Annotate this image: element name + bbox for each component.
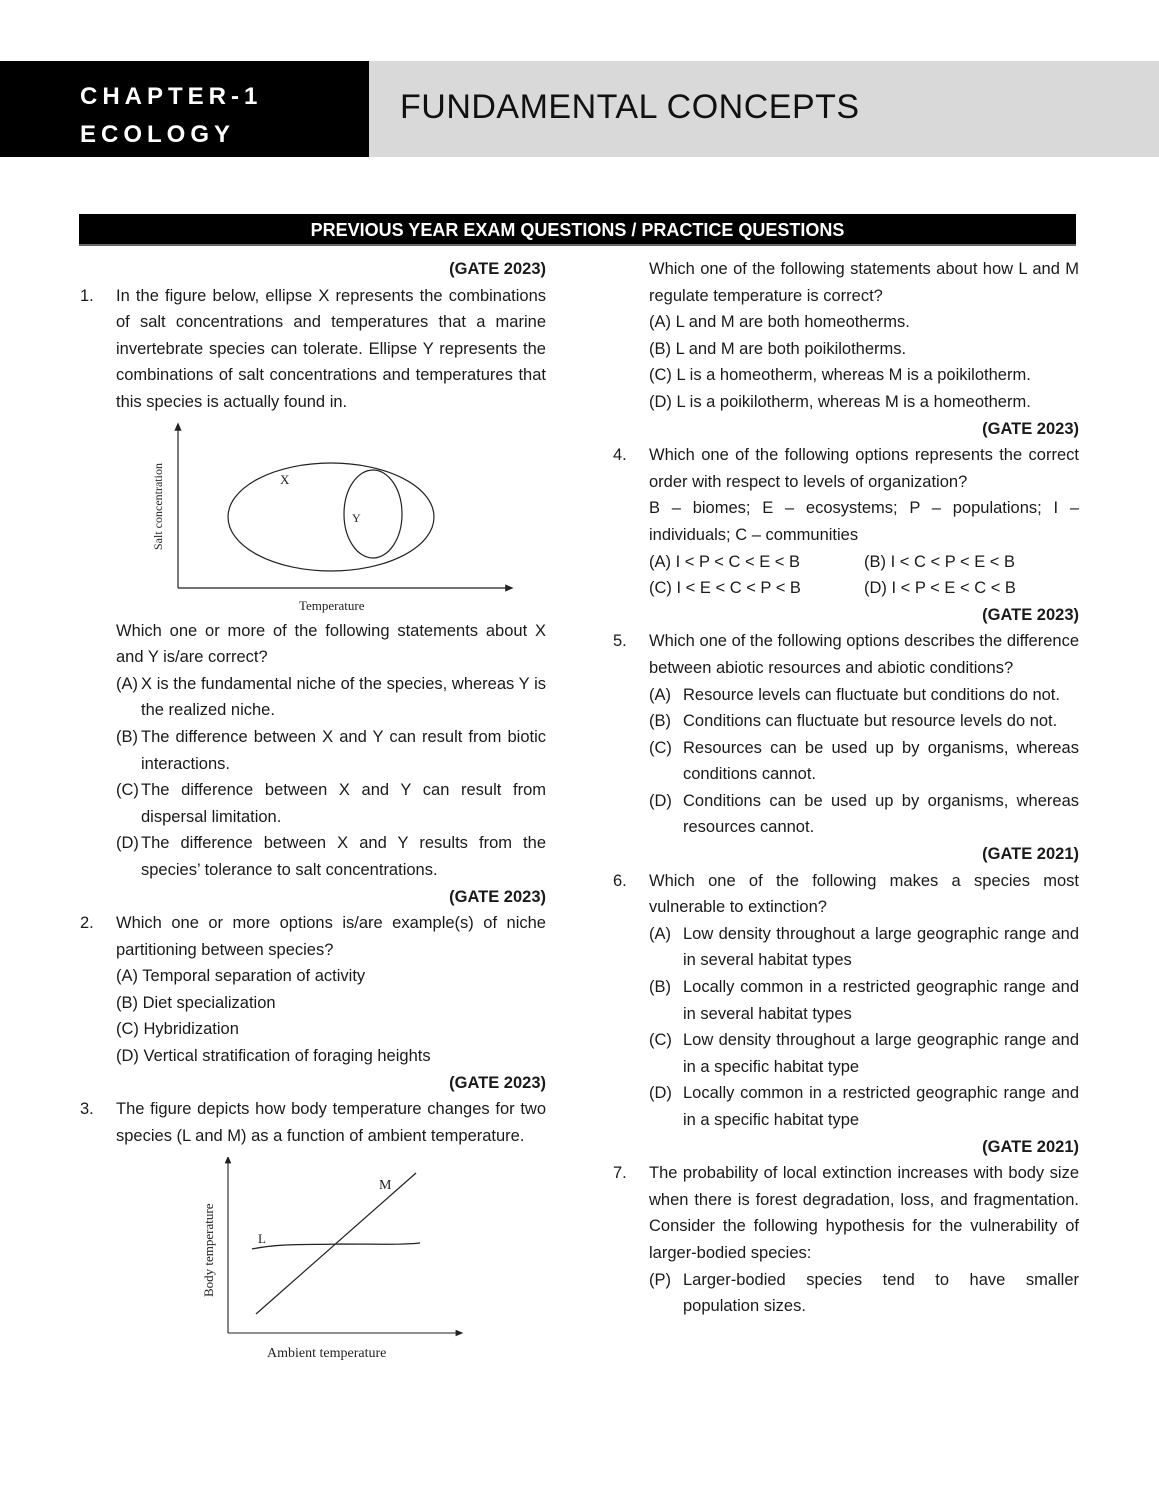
option-b[interactable]: (B) I < C < P < E < B: [864, 552, 1016, 571]
question-number: 2.: [80, 914, 94, 933]
question-3: [80, 1096, 546, 1149]
option-a[interactable]: (A) Temporal separation of activity: [116, 967, 366, 986]
x-axis-label: Temperature: [299, 597, 365, 613]
question-5: [613, 628, 1079, 681]
question-1: [80, 283, 546, 416]
option-d[interactable]: (D) I < P < E < C < B: [864, 579, 1016, 598]
option-c[interactable]: (C) Low density throughout a large geographic range and in a specific habitat type: [649, 1031, 1079, 1076]
question-7: [613, 1160, 1079, 1266]
question-number: 4.: [613, 446, 627, 465]
option-c[interactable]: (C) Resources can be used up by organisms, whereas conditions cannot.: [649, 738, 1079, 784]
question-text: Which one or more options is/are example(s) of niche partitioning between species?: [116, 914, 546, 959]
option-d[interactable]: (D) Conditions can be used up by organisms, whereas resources cannot.: [649, 791, 1079, 837]
chapter-label: [80, 78, 262, 154]
option-c[interactable]: (C) The difference between X and Y can result from dispersal limitation.: [116, 781, 546, 826]
option-b[interactable]: (B) L and M are both poikilotherms.: [649, 339, 907, 358]
question-prompt: Which one or more of the following statements about X and Y is/are correct?: [116, 621, 546, 667]
chapter-title: FUNDAMENTAL CONCEPTS: [400, 88, 860, 126]
question-number: 1.: [80, 286, 94, 305]
question-number: 7.: [613, 1164, 627, 1183]
right-column: [613, 256, 1079, 1320]
option-c[interactable]: (C) I < E < C < P < B: [649, 579, 801, 598]
question-text: In the figure below, ellipse X represents the combinations of salt concentrations and temperatures that a marine invertebrate species can tolerate. Ellipse Y represents the combinations of salt concentrations and temperatures that this species is actually found in.: [116, 286, 546, 411]
option-d[interactable]: (D) L is a poikilotherm, whereas M is a homeotherm.: [649, 392, 1031, 411]
option-a[interactable]: (A) Low density throughout a large geographic range and in several habitat types: [649, 924, 1079, 970]
option-b[interactable]: (B) The difference between X and Y can result from biotic interactions.: [116, 727, 546, 773]
option-a[interactable]: (A) Resource levels can fluctuate but conditions do not.: [649, 685, 1060, 704]
question-source: (GATE 2023): [449, 887, 546, 906]
question-source: (GATE 2023): [982, 605, 1079, 624]
option-a[interactable]: (A) X is the fundamental niche of the species, whereas Y is the realized niche.: [116, 674, 546, 720]
section-banner: PREVIOUS YEAR EXAM QUESTIONS / PRACTICE QUESTIONS: [79, 214, 1076, 246]
body-temperature-diagram: [80, 1157, 546, 1372]
question-source: (GATE 2023): [449, 260, 546, 278]
question-text: Which one of the following options represents the correct order with respect to levels of organization?: [649, 446, 1079, 491]
line-l-label: L: [258, 1231, 266, 1247]
ellipse-x: [228, 463, 434, 571]
y-axis-label: Body temperature: [201, 1203, 216, 1298]
option-c[interactable]: (C) Hybridization: [116, 1020, 239, 1039]
y-axis-label: Salt concentration: [151, 462, 165, 550]
option-b[interactable]: (B) Conditions can fluctuate but resource levels do not.: [649, 712, 1058, 731]
ellipse-y-label: Y: [352, 510, 361, 525]
ellipse-x-label: X: [280, 471, 290, 487]
question-key: B – biomes; E – ecosystems; P – populations; I – individuals; C – communities: [649, 499, 1079, 544]
option-d[interactable]: (D) The difference between X and Y results from the species’ tolerance to salt concentrations.: [116, 834, 546, 879]
option-b[interactable]: (B) Locally common in a restricted geographic range and in several habitat types: [649, 978, 1079, 1023]
line-m-label: M: [379, 1178, 392, 1194]
question-text: The figure depicts how body temperature changes for two species (L and M) as a function of ambient temperature.: [116, 1100, 546, 1145]
question-source: (GATE 2023): [449, 1073, 546, 1092]
options-grid: [613, 575, 1079, 602]
question-text: The probability of local extinction increases with body size when there is forest degradation, loss, and fragmentation. Consider the following hypothesis for the vulnerability of larger-bodied species:: [649, 1164, 1079, 1262]
option-a[interactable]: (A) I < P < C < E < B: [649, 552, 801, 571]
question-source: (GATE 2023): [982, 419, 1079, 438]
left-column: [80, 256, 546, 1372]
question-source: (GATE 2021): [982, 1137, 1079, 1156]
line-m: [256, 1173, 416, 1314]
question-2: [80, 910, 546, 963]
option-d[interactable]: (D) Locally common in a restricted geographic range and in a specific habitat type: [649, 1084, 1079, 1129]
options-grid: [613, 549, 1079, 576]
question-source: (GATE 2021): [982, 845, 1079, 864]
option-p[interactable]: (P) Larger-bodied species tend to have smaller population sizes.: [649, 1270, 1079, 1316]
question-prompt: Which one of the following statements about how L and M regulate temperature is correct?: [649, 260, 1079, 305]
question-text: Which one of the following options describes the difference between abiotic resources and abiotic conditions?: [649, 632, 1079, 677]
line-l: [252, 1243, 420, 1249]
chapter-subject: ECOLOGY: [80, 121, 236, 148]
question-number: 5.: [613, 632, 627, 651]
option-d[interactable]: (D) Vertical stratification of foraging heights: [116, 1047, 431, 1066]
question-number: 3.: [80, 1100, 94, 1119]
question-6: [613, 868, 1079, 921]
x-axis-label: Ambient temperature: [267, 1346, 387, 1362]
niche-diagram: [80, 418, 546, 618]
option-c[interactable]: (C) L is a homeotherm, whereas M is a poikilotherm.: [649, 366, 1031, 385]
question-4: [613, 442, 1079, 548]
option-a[interactable]: (A) L and M are both homeotherms.: [649, 313, 910, 332]
chapter-number: CHAPTER-1: [80, 83, 263, 110]
question-text: Which one of the following makes a species most vulnerable to extinction?: [649, 871, 1079, 917]
option-b[interactable]: (B) Diet specialization: [116, 993, 276, 1012]
question-number: 6.: [613, 871, 627, 890]
